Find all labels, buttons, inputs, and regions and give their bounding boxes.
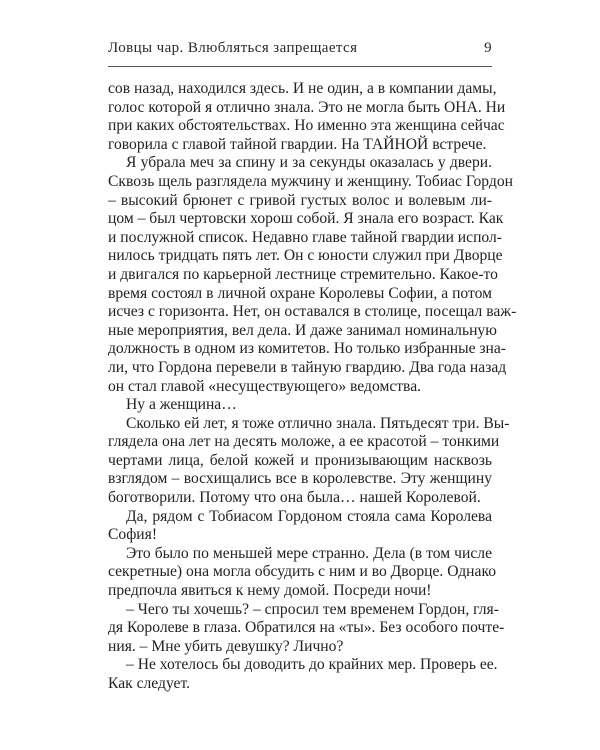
text-line: Я убрала меч за спину и за секунды оказалась у двери.: [126, 154, 492, 172]
text-line: дя Королеве в глаза. Обратился на «ты». Без особого почте-: [108, 619, 505, 637]
text-line: при каких обстоятельствах. Но именно эта женщина сейчас: [108, 117, 505, 135]
running-header: [108, 40, 492, 62]
text-line: голос которой я отлично знала. Это не могла быть ОНА. Ни: [108, 98, 506, 116]
header-rule: [108, 66, 492, 67]
text-line: глядела она лет на десять моложе, а ее красотой – тонкими: [108, 433, 500, 451]
page-number: 9: [484, 40, 492, 56]
text-line: нилось тридцать пять лет. Он с юности служил при Дворце: [108, 247, 503, 265]
text-line: Сквозь щель разглядела мужчину и женщину. Тобиас Гордон: [108, 172, 513, 190]
text-line: исчез с горизонта. Нет, он оставался в столице, посещал важ-: [108, 303, 517, 321]
text-line: – Не хотелось бы доводить до крайних мер. Проверь ее.: [126, 656, 498, 674]
text-line: ные мероприятия, вел дела. И даже занимал номинальную: [108, 321, 497, 339]
text-line: Сколько ей лет, я тоже отлично знала. Пятьдесят три. Вы-: [126, 414, 510, 432]
text-line: чертами лица, белой кожей и пронизывающим насквозь: [108, 451, 492, 469]
text-line: должность в одном из комитетов. Но только избранные зна-: [108, 340, 507, 358]
text-line: Да, рядом с Тобиасом Гордоном стояла сама Королева: [126, 507, 492, 525]
text-line: и послужной список. Недавно главе тайной гвардии испол-: [108, 228, 502, 246]
running-title: Ловцы чар. Влюбляться запрещается: [108, 40, 358, 56]
text-line: София!: [108, 526, 158, 544]
text-line: Это было по меньшей мере странно. Дела (в том числе: [126, 544, 492, 562]
text-line: цом – был чертовски хорош собой. Я знала его возраст. Как: [108, 210, 504, 228]
text-line: – Чего ты хочешь? – спросил тем временем Гордон, гля-: [126, 600, 499, 618]
text-line: ли, что Гордона перевели в тайную гвардию. Два года назад: [108, 358, 507, 376]
text-line: – высокий брюнет с гривой густых волос и волевым ли-: [108, 191, 492, 209]
text-line: сов назад, находился здесь. И не один, а в компании дамы,: [108, 80, 497, 97]
text-line: предпочла явиться к нему домой. Посреди ночи!: [108, 582, 432, 600]
text-line: и двигался по карьерной лестнице стремительно. Какое-то: [108, 265, 498, 283]
text-line: боготворили. Потому что она была… нашей Королевой.: [108, 489, 481, 507]
text-line: Ну а женщина…: [126, 396, 237, 414]
text-line: он стал главой «несуществующего» ведомства.: [108, 377, 422, 395]
text-line: время состоял в личной охране Королевы Софии, а потом: [108, 284, 492, 302]
body-text: [108, 80, 517, 694]
text-line: говорила с главой тайной гвардии. На ТАЙНОЙ встрече.: [108, 135, 487, 153]
text-line: ния. – Мне убить девушку? Лично?: [108, 637, 344, 655]
text-line: Как следует.: [108, 675, 190, 692]
text-line: секретные) она могла обсудить с ним и во Дворце. Однако: [108, 563, 497, 581]
text-line: взглядом – восхищались все в королевстве. Эту женщину: [108, 470, 492, 488]
